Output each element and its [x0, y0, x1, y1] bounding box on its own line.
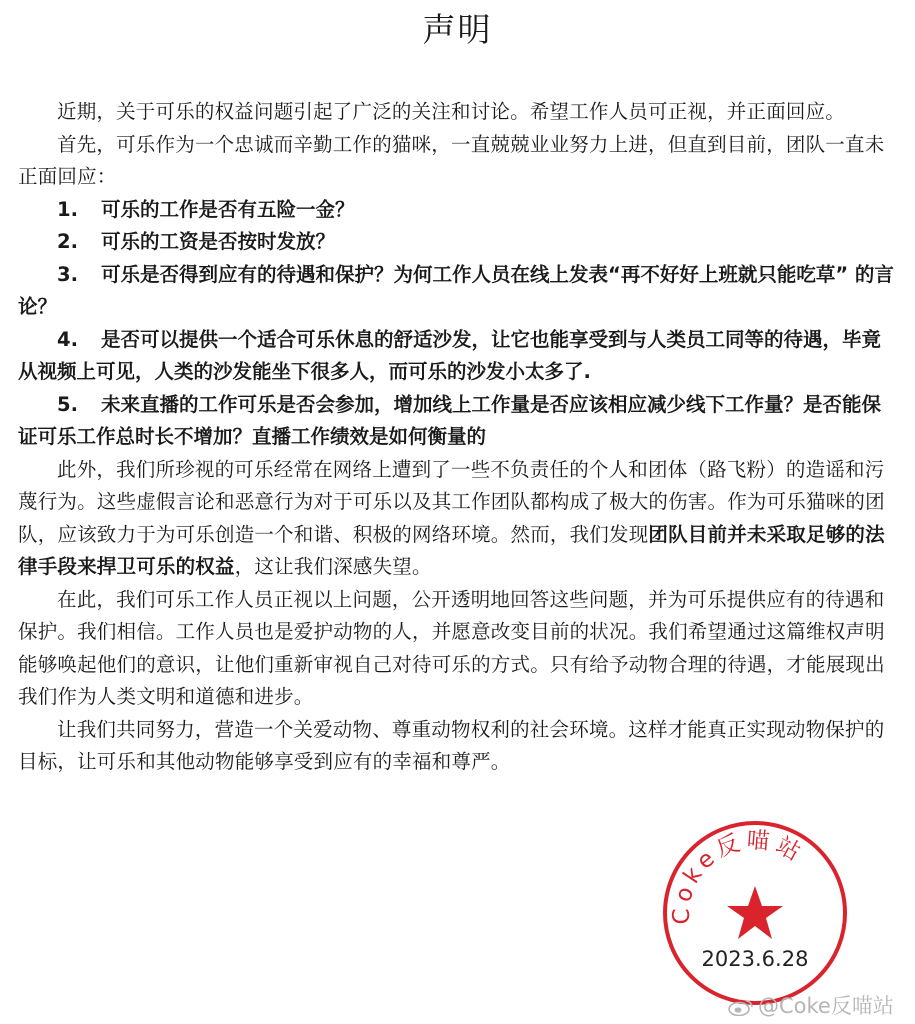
paragraph-intro: 近期，关于可乐的权益问题引起了广泛的关注和讨论。希望工作人员可正视，并正面回应。	[57, 100, 846, 123]
list-number: 3.	[57, 262, 78, 286]
list-item	[18, 226, 898, 259]
list-item	[18, 389, 898, 454]
weibo-icon	[728, 998, 754, 1016]
paragraph-text: 此外，我们所珍视的可乐经常在网络上遭到了一些不负责任的个人和团体（路飞粉）的造谣和污蔑行为。这些虚假言论和恶意行为对于可乐以及其工作团队都构成了极大的伤害。作为可乐猫咪的团队，应该致力于为可乐创造一个和谐、积极的网络环境。然而，我们发现	[18, 457, 885, 546]
list-item	[18, 259, 898, 324]
watermark-text: @Coke反喵站	[758, 994, 894, 1018]
seal-ring-textpath: Coke反喵站	[668, 827, 809, 925]
seal-date: 2023.6.28	[701, 947, 809, 971]
paragraph-commitment: 在此，我们可乐工作人员正视以上问题，公开透明地回答这些问题，并为可乐提供应有的待遇和保护。我们相信。工作人员也是爱护动物的人，并愿意改变目前的状况。我们希望通过这篇维权声明能够唤起他们的意识，让他们重新审视自己对待可乐的方式。只有给予动物合理的待遇，才能展现出我们作为人类文明和道德和进步。	[18, 587, 885, 708]
list-text: 可乐的工资是否按时发放？	[101, 230, 336, 253]
weibo-watermark	[728, 990, 894, 1020]
list-number: 1.	[57, 197, 78, 221]
paragraph-rumors	[18, 454, 898, 584]
paragraph-text: ，这让我们深感失望。	[234, 555, 432, 578]
star-icon	[727, 886, 783, 939]
list-text: 未来直播的工作可乐是否会参加，增加线上工作量是否应该相应减少线下工作量？是否能保证可乐工作总时长不增加？直播工作绩效是如何衡量的	[18, 392, 882, 448]
paragraph-first: 首先，可乐作为一个忠诚而辛勤工作的猫咪，一直兢兢业业努力上进，但直到目前，团队一直未正面回应：	[18, 132, 885, 188]
list-text: 是否可以提供一个适合可乐休息的舒适沙发，让它也能享受到与人类员工同等的待遇，毕竟从视频上可见，人类的沙发能坐下很多人，而可乐的沙发小太多了.	[18, 327, 882, 383]
document-title: 声明	[422, 10, 493, 49]
list-text: 可乐是否得到应有的待遇和保护？为何工作人员在线上发表“再不好好上班就只能吃草” 的言论？	[18, 262, 894, 318]
official-seal	[660, 818, 850, 1008]
list-number: 5.	[57, 392, 78, 416]
statement-body	[18, 96, 898, 779]
list-item	[18, 194, 898, 227]
list-text: 可乐的工作是否有五险一金？	[101, 197, 355, 221]
list-number: 4.	[57, 327, 78, 351]
list-item	[18, 324, 898, 389]
paragraph-closing: 让我们共同努力，营造一个关爱动物、尊重动物权利的社会环境。这样才能真正实现动物保护的目标，让可乐和其他动物能够享受到应有的幸福和尊严。	[18, 717, 885, 773]
list-number: 2.	[57, 230, 78, 253]
emphasis-text: 团队目前并未采取足够的法律手段来捍卫可乐的权益	[18, 522, 885, 578]
